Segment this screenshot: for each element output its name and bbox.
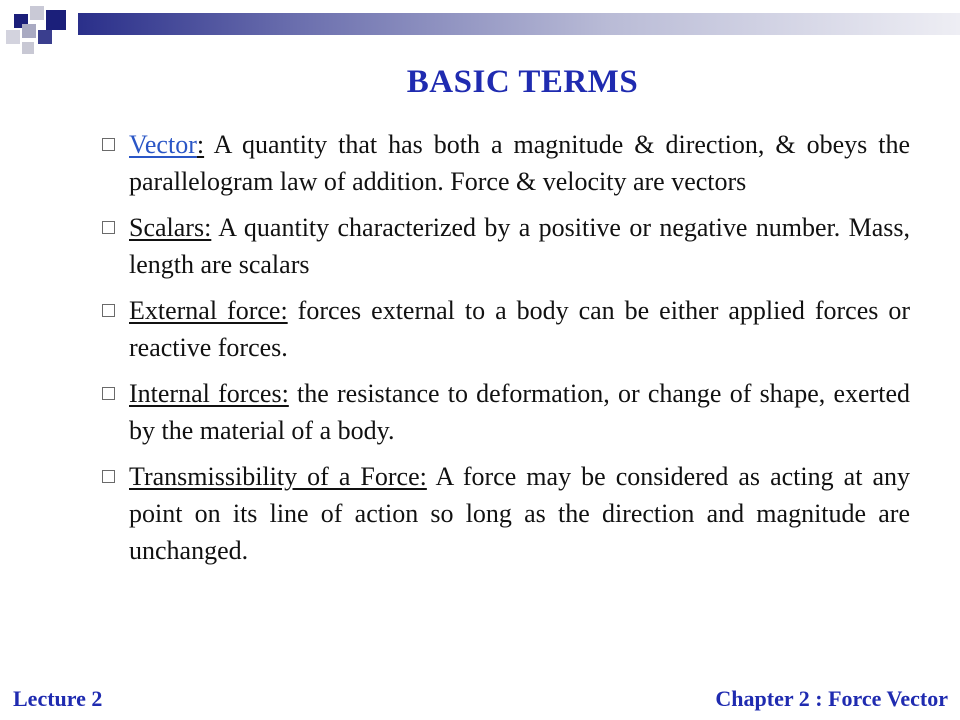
decor-square-gray-3 <box>22 24 36 38</box>
definition-transmissibility: A force may be considered as acting at any point on its line of action so long as the direction and magnitude are unchanged. <box>129 462 910 565</box>
term-vector: Vector <box>129 130 197 159</box>
decor-square-navy-3 <box>38 30 52 44</box>
bullet-vector <box>102 126 910 200</box>
square-bullet-icon <box>102 387 115 400</box>
decor-square-gray-2 <box>6 30 20 44</box>
footer-lecture-label: Lecture 2 <box>13 686 103 711</box>
footer-chapter-label: Chapter 2 : Force Vector <box>715 686 948 711</box>
slide-title: BASIC TERMS <box>406 64 639 100</box>
definition-external-force: forces external to a body can be either applied forces or reactive forces. <box>129 296 910 362</box>
square-bullet-icon <box>102 221 115 234</box>
decor-square-navy-2 <box>46 10 66 30</box>
term-internal-forces: Internal forces: <box>129 379 289 408</box>
decor-square-gray-1 <box>30 6 44 20</box>
square-bullet-icon <box>102 138 115 151</box>
square-bullet-icon <box>102 304 115 317</box>
term-vector-colon: : <box>196 130 205 159</box>
bullet-list <box>102 126 910 578</box>
term-transmissibility: Transmissibility of a Force: <box>129 462 427 491</box>
bullet-transmissibility <box>102 458 910 569</box>
bullet-external-force <box>102 292 910 366</box>
term-scalars: Scalars: <box>129 213 212 242</box>
term-external-force: External force: <box>129 296 288 325</box>
definition-vector: A quantity that has both a magnitude & direction, & obeys the parallelogram law of addition. Force & velocity are vectors <box>129 130 910 196</box>
decor-square-gray-4 <box>22 42 34 54</box>
square-bullet-icon <box>102 470 115 483</box>
bullet-scalars <box>102 209 910 283</box>
definition-internal-forces: the resistance to deformation, or change of shape, exerted by the material of a body. <box>129 379 910 445</box>
header-gradient-bar <box>78 13 960 35</box>
bullet-internal-forces <box>102 375 910 449</box>
definition-scalars: A quantity characterized by a positive or negative number. Mass, length are scalars <box>129 213 910 279</box>
